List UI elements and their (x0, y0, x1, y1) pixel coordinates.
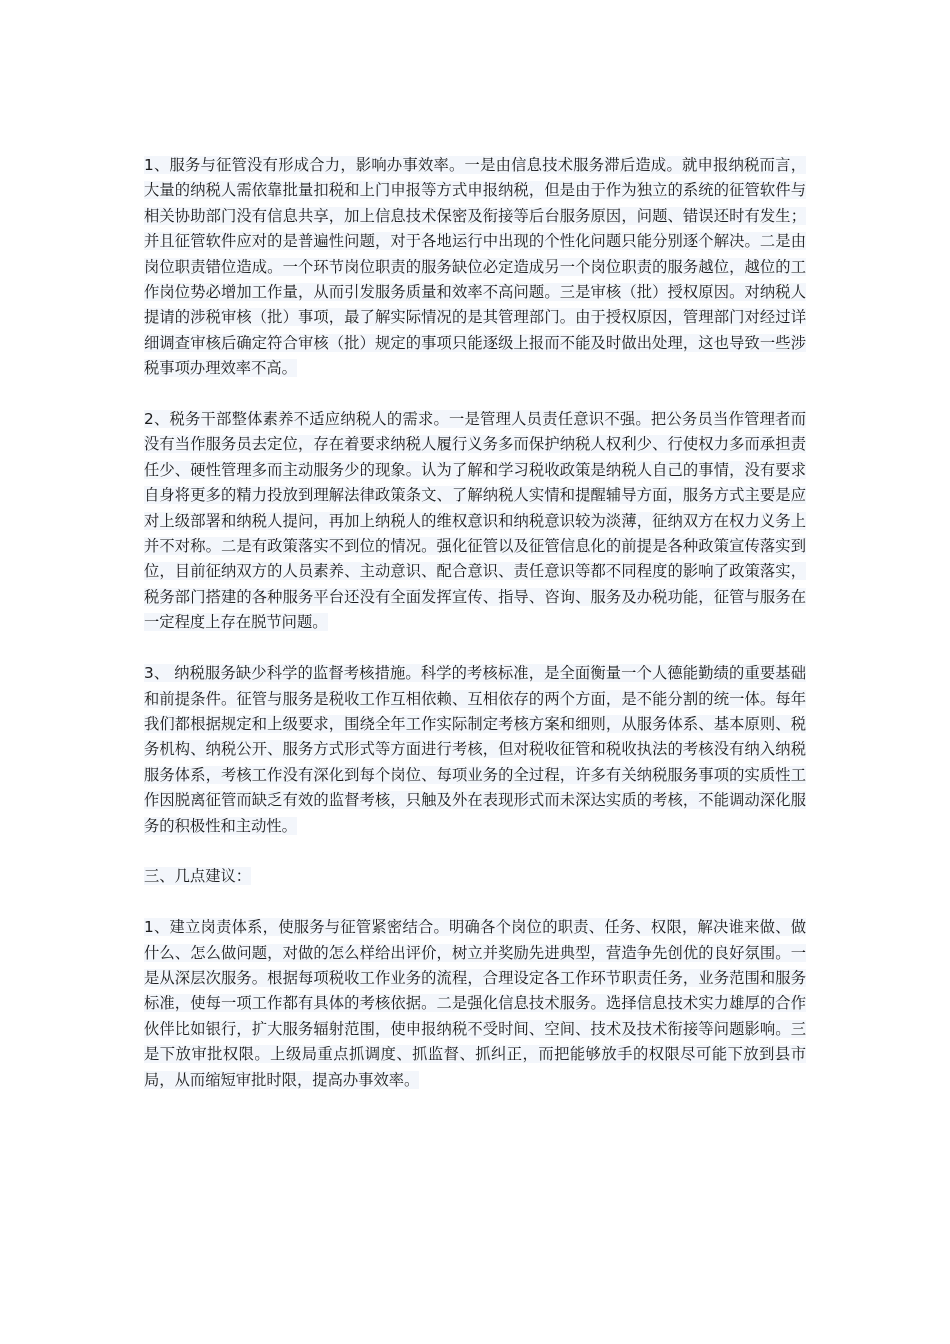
paragraph-supervision-assessment (144, 661, 806, 839)
paragraph-staff-quality (144, 407, 806, 636)
paragraph-text: 1、服务与征管没有形成合力，影响办事效率。一是由信息技术服务滞后造成。就申报纳税而言，大量的纳税人需依靠批量扣税和上门申报等方式申报纳税，但是由于作为独立的系统的征管软件与相关协助部门没有信息共享，加上信息技术保密及衔接等后台服务原因，问题、错误还时有发生；并且征管软件应对的是普遍性问题，对于各地运行中出现的个性化问题只能分别逐个解决。二是由岗位职责错位造成。一个环节岗位职责的服务缺位必定造成另一个岗位职责的服务越位，越位的工作岗位势必增加工作量，从而引发服务质量和效率不高问题。三是审核（批）授权原因。对纳税人提请的涉税审核（批）事项，最了解实际情况的是其管理部门。由于授权原因，管理部门对经过详细调查审核后确定符合审核（批）规定的事项只能逐级上报而不能及时做出处理，这也导致一些涉税事项办理效率不高。 (144, 156, 806, 378)
section-heading-suggestions (144, 864, 806, 889)
paragraph-service-efficiency (144, 153, 806, 382)
paragraph-text: 3、 纳税服务缺少科学的监督考核措施。科学的考核标准，是全面衡量一个人德能勤绩的重要基础和前提条件。征管与服务是税收工作互相依赖、互相依存的两个方面，是不能分割的统一体。每年我们都根据规定和上级要求，围绕全年工作实际制定考核方案和细则，从服务体系、基本原则、税务机构、纳税公开、服务方式形式等方面进行考核，但对税收征管和税收执法的考核没有纳入纳税服务体系，考核工作没有深化到每个岗位、每项业务的全过程，许多有关纳税服务事项的实质性工作因脱离征管而缺乏有效的监督考核，只触及外在表现形式而未深达实质的考核，不能调动深化服务的积极性和主动性。 (144, 664, 806, 835)
paragraph-text: 2、税务干部整体素养不适应纳税人的需求。一是管理人员责任意识不强。把公务员当作管理者而没有当作服务员去定位，存在着要求纳税人履行义务多而保护纳税人权利少、行使权力多而承担责任少、硬性管理多而主动服务少的现象。认为了解和学习税收政策是纳税人自己的事情，没有要求自身将更多的精力投放到理解法律政策条文、了解纳税人实情和提醒辅导方面，服务方式主要是应对上级部署和纳税人提问，再加上纳税人的维权意识和纳税意识较为淡薄，征纳双方在权力义务上并不对称。二是有政策落实不到位的情况。强化征管以及征管信息化的前提是各种政策宣传落实到位，目前征纳双方的人员素养、主动意识、配合意识、责任意识等都不同程度的影响了政策落实，税务部门搭建的各种服务平台还没有全面发挥宣传、指导、咨询、服务及办税功能，征管与服务在一定程度上存在脱节问题。 (144, 410, 806, 632)
document-body (144, 153, 806, 1118)
paragraph-text: 1、建立岗责体系，使服务与征管紧密结合。明确各个岗位的职责、任务、权限，解决谁来做、做什么、怎么做问题，对做的怎么样给出评价，树立并奖励先进典型，营造争先创优的良好氛围。一是从深层次服务。根据每项税收工作业务的流程，合理设定各工作环节职责任务，业务范围和服务标准，使每一项工作都有具体的考核依据。二是强化信息技术服务。选择信息技术实力雄厚的合作伙伴比如银行，扩大服务辐射范围，使申报纳税不受时间、空间、技术及技术衔接等问题影响。三是下放审批权限。上级局重点抓调度、抓监督、抓纠正，而把能够放手的权限尽可能下放到县市局，从而缩短审批时限，提高办事效率。 (144, 918, 806, 1089)
paragraph-text: 三、几点建议： (144, 867, 252, 886)
paragraph-responsibility-system (144, 915, 806, 1093)
